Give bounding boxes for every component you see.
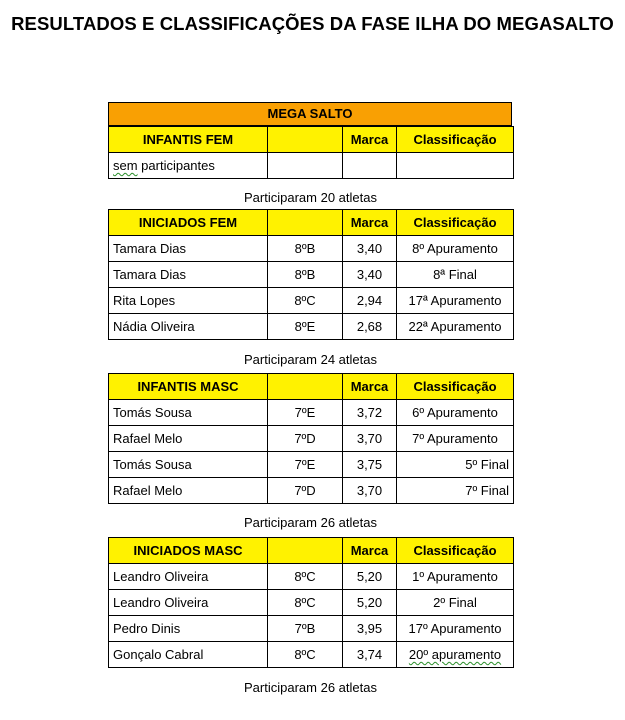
athlete-name: Rafael Melo [109, 426, 268, 452]
marca-header: Marca [343, 538, 397, 564]
table-row [109, 452, 514, 478]
athlete-name: Gonçalo Cabral [109, 642, 268, 668]
class-cell: 8ºE [268, 314, 343, 340]
marca-header: Marca [343, 210, 397, 236]
table-header-row [109, 210, 514, 236]
table-iniciados-masc [108, 537, 514, 668]
table-row [109, 400, 514, 426]
mark-cell [343, 153, 397, 179]
rank-cell [397, 153, 514, 179]
class-header [268, 210, 343, 236]
mark-cell: 3,72 [343, 400, 397, 426]
mark-cell: 3,70 [343, 478, 397, 504]
table-row [109, 288, 514, 314]
athlete-name: Rafael Melo [109, 478, 268, 504]
table-infantis-fem [108, 126, 514, 179]
marca-header: Marca [343, 374, 397, 400]
spellcheck-word: 20º apuramento [408, 647, 502, 662]
table-row [109, 590, 514, 616]
table-row [109, 426, 514, 452]
athlete-name: Pedro Dinis [109, 616, 268, 642]
table-header-row [109, 127, 514, 153]
classificacao-header: Classificação [397, 210, 514, 236]
rank-cell: 8º Apuramento [397, 236, 514, 262]
classificacao-header: Classificação [397, 127, 514, 153]
table-row [109, 262, 514, 288]
mark-cell: 3,74 [343, 642, 397, 668]
class-header [268, 374, 343, 400]
rank-cell: 6º Apuramento [397, 400, 514, 426]
table-row [109, 616, 514, 642]
class-header [268, 538, 343, 564]
category-label: INFANTIS FEM [109, 127, 268, 153]
athlete-name: Tomás Sousa [109, 400, 268, 426]
class-cell: 8ºC [268, 564, 343, 590]
event-header: MEGA SALTO [108, 102, 512, 126]
mark-cell: 3,40 [343, 236, 397, 262]
table-row [109, 236, 514, 262]
table-infantis-masc [108, 373, 514, 504]
mark-cell: 3,70 [343, 426, 397, 452]
class-cell: 7ºE [268, 452, 343, 478]
class-header [268, 127, 343, 153]
class-cell: 7ºD [268, 478, 343, 504]
rank-cell: 2º Final [397, 590, 514, 616]
classificacao-header: Classificação [397, 538, 514, 564]
rank-cell: 17ª Apuramento [397, 288, 514, 314]
rank-cell [397, 642, 514, 668]
category-label: INFANTIS MASC [109, 374, 268, 400]
participants-count: Participaram 20 atletas [244, 190, 377, 205]
class-cell: 7ºD [268, 426, 343, 452]
athlete-name: Tamara Dias [109, 236, 268, 262]
mark-cell: 3,95 [343, 616, 397, 642]
empty-row-text: sem participantes [109, 153, 268, 179]
rank-cell: 5º Final [397, 452, 514, 478]
category-label: INICIADOS FEM [109, 210, 268, 236]
athlete-name: Leandro Oliveira [109, 564, 268, 590]
athlete-name: Rita Lopes [109, 288, 268, 314]
class-cell: 8ºB [268, 236, 343, 262]
rank-cell: 8ª Final [397, 262, 514, 288]
rank-cell: 7º Apuramento [397, 426, 514, 452]
mark-cell: 5,20 [343, 564, 397, 590]
table-row [109, 314, 514, 340]
class-cell: 8ºC [268, 590, 343, 616]
participants-count: Participaram 24 atletas [244, 352, 377, 367]
class-cell: 8ºC [268, 288, 343, 314]
table-row [109, 642, 514, 668]
table-header-row [109, 374, 514, 400]
athlete-name: Tomás Sousa [109, 452, 268, 478]
athlete-name: Leandro Oliveira [109, 590, 268, 616]
mark-cell: 3,40 [343, 262, 397, 288]
class-cell: 7ºE [268, 400, 343, 426]
participants-count: Participaram 26 atletas [244, 515, 377, 530]
mark-cell: 3,75 [343, 452, 397, 478]
rank-cell: 7º Final [397, 478, 514, 504]
table-header-row [109, 538, 514, 564]
athlete-name: Nádia Oliveira [109, 314, 268, 340]
rank-cell: 17º Apuramento [397, 616, 514, 642]
mark-cell: 2,94 [343, 288, 397, 314]
spellcheck-word: sem [113, 158, 138, 173]
table-row [109, 478, 514, 504]
class-cell [268, 153, 343, 179]
category-label: INICIADOS MASC [109, 538, 268, 564]
marca-header: Marca [343, 127, 397, 153]
class-cell: 8ºC [268, 642, 343, 668]
participants-count: Participaram 26 atletas [244, 680, 377, 695]
rank-cell: 1º Apuramento [397, 564, 514, 590]
class-cell: 7ºB [268, 616, 343, 642]
mark-cell: 5,20 [343, 590, 397, 616]
table-row [109, 153, 514, 179]
mark-cell: 2,68 [343, 314, 397, 340]
page-title: RESULTADOS E CLASSIFICAÇÕES DA FASE ILHA DO MEGASALTO [11, 13, 614, 34]
class-cell: 8ºB [268, 262, 343, 288]
table-iniciados-fem [108, 209, 514, 340]
table-row [109, 564, 514, 590]
classificacao-header: Classificação [397, 374, 514, 400]
athlete-name: Tamara Dias [109, 262, 268, 288]
rank-cell: 22ª Apuramento [397, 314, 514, 340]
